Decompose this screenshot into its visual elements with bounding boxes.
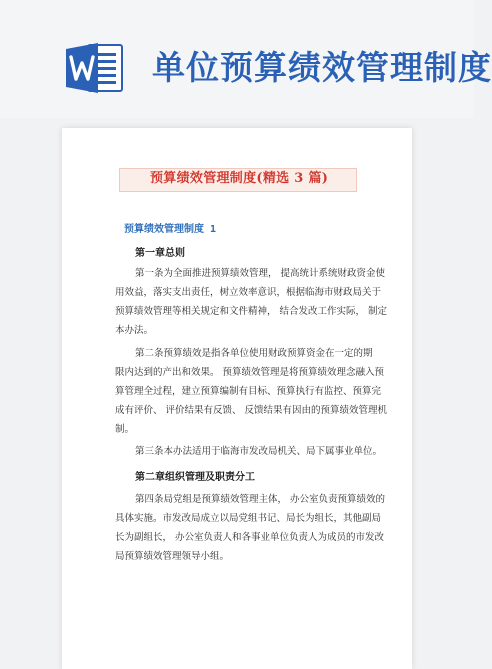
paragraph-line: 第一条为全面推进预算绩效管理， 提高统计系统财政资金使 [135,268,386,279]
word-app-icon [66,42,124,94]
paragraph-line: 预算绩效管理等相关规定和文件精神， 结合发改工作实际， 制定 [115,306,388,317]
paragraph-line: 本办法。 [115,325,154,336]
paragraph-line: 第三条本办法适用于临海市发改局机关、局下属事业单位。 [135,446,383,457]
article-2-paragraph [115,344,388,439]
banner-title: 单位预算绩效管理制度 [152,48,492,87]
paragraph-line: 成有评价、 评价结果有反馈、 反馈结果有因由的预算绩效管理机 [115,405,388,416]
article-3-paragraph [115,442,383,461]
chapter-heading-2: 第二章组织管理及职责分工 [135,472,255,483]
paragraph-line: 算管理全过程，建立预算编制有目标、预算执行有监控、预算完 [115,386,382,397]
document-title: 预算绩效管理制度(精选 3 篇) [150,171,329,186]
article-1-paragraph [115,264,388,340]
paragraph-line: 具体实施。市发改局成立以局党组书记、局长为组长，其他副局 [115,513,382,524]
paragraph-line: 制。 [115,424,135,435]
paragraph-line: 限内达到的产出和效果。 预算绩效管理是将预算绩效理念融入预 [115,367,385,378]
paragraph-line: 长为副组长， 办公室负责人和各事业单位负责人为成员的市发改 [115,532,385,543]
chapter-heading-1: 第一章总则 [135,248,185,259]
article-4-paragraph [115,490,386,566]
paragraph-line: 第二条预算绩效是指各单位使用财政预算资金在一定的期 [135,348,373,359]
document-page [62,128,412,669]
section-heading: 预算绩效管理制度 1 [124,224,217,235]
paragraph-line: 局预算绩效管理领导小组。 [115,551,230,562]
paragraph-line: 第四条局党组是预算绩效管理主体， 办公室负责预算绩效的 [135,494,386,505]
paragraph-line: 用效益，落实支出责任，树立效率意识，根据临海市财政局关于 [115,287,382,298]
